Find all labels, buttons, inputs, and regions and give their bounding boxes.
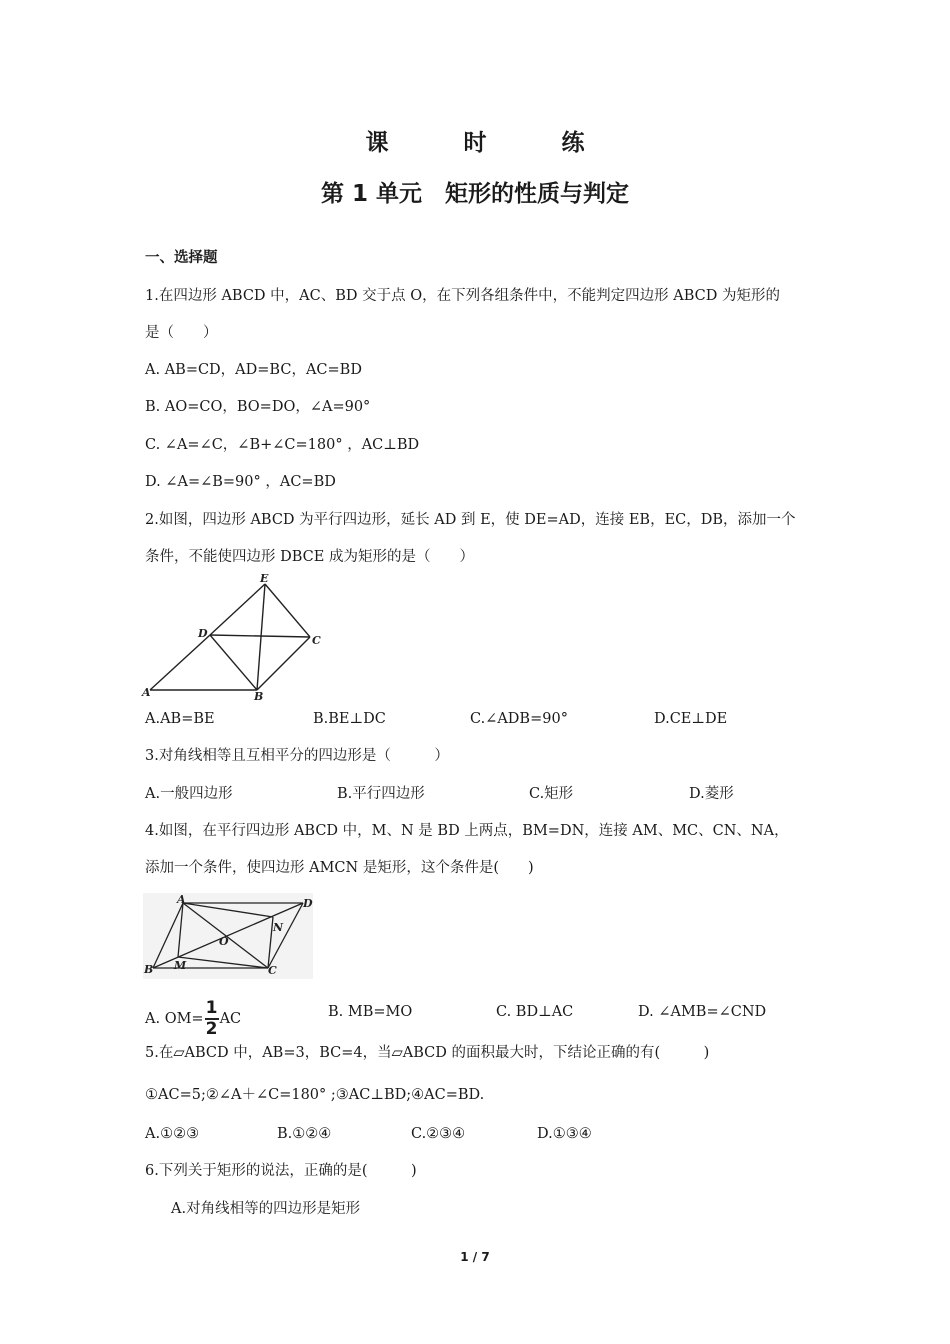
- question-3-text: 3.对角线相等且互相平分的四边形是（ ）: [145, 748, 449, 764]
- question-3-option-b: B.平行四边形: [337, 786, 425, 802]
- fraction-denominator: 2: [205, 1019, 218, 1039]
- question-1-text-cont: 是（ ）: [145, 325, 218, 341]
- question-5-statements: ①AC=5;②∠A＋∠C=180° ;③AC⊥BD;④AC=BD.: [145, 1087, 485, 1103]
- question-1-option-c: C. ∠A=∠C，∠B+∠C=180° ，AC⊥BD: [145, 437, 420, 453]
- question-2-text: 2.如图，四边形 ABCD 为平行四边形，延长 AD 到 E，使 DE=AD，连接 EB，EC，DB，添加一个: [145, 512, 796, 528]
- segment-db: [210, 635, 257, 690]
- question-5-text: 5.在▱ABCD 中，AB=3，BC=4，当▱ABCD 的面积最大时，下结论正确的有( ): [145, 1045, 710, 1061]
- option-a-prefix: A. OM=: [145, 1011, 204, 1027]
- question-5-option-b: B.①②④: [277, 1126, 332, 1142]
- label-o: O: [219, 935, 229, 948]
- question-2-text-cont: 条件，不能使四边形 DBCE 成为矩形的是（ ）: [145, 549, 474, 565]
- label-b: B: [144, 963, 154, 976]
- question-5-option-c: C.②③④: [411, 1126, 466, 1142]
- segment-de: [210, 584, 265, 635]
- question-5-option-d: D.①③④: [537, 1126, 592, 1142]
- question-3-option-a: A.一般四边形: [145, 786, 233, 802]
- question-4-figure: [143, 893, 313, 979]
- document-subtitle: 第 1 单元 矩形的性质与判定: [320, 181, 630, 207]
- label-d: D: [303, 897, 313, 910]
- label-c: C: [312, 634, 321, 647]
- fraction-numerator: 1: [205, 998, 218, 1018]
- question-2-option-d: D.CE⊥DE: [654, 711, 728, 727]
- question-4-option-d: D. ∠AMB=∠CND: [638, 1004, 767, 1020]
- question-4-text-cont: 添加一个条件，使四边形 AMCN 是矩形，这个条件是( ): [145, 860, 534, 876]
- question-2-option-a: A.AB=BE: [145, 711, 215, 727]
- segment-bc: [257, 637, 310, 690]
- fraction-one-half: [205, 1000, 219, 1038]
- question-1-text: 1.在四边形 ABCD 中，AC、BD 交于点 O，在下列各组条件中，不能判定四边形 ABCD 为矩形的: [145, 288, 780, 304]
- question-3-option-d: D.菱形: [689, 786, 734, 802]
- question-4-text: 4.如图，在平行四边形 ABCD 中，M、N 是 BD 上两点，BM=DN，连接 AM、MC、CN、NA，: [145, 823, 789, 839]
- label-a: A: [142, 686, 151, 699]
- label-d: D: [198, 627, 208, 640]
- question-5-option-a: A.①②③: [145, 1126, 200, 1142]
- option-a-suffix: AC: [219, 1011, 242, 1027]
- question-4-option-a: [145, 1000, 241, 1038]
- question-2-option-c: C.∠ADB=90°: [470, 711, 568, 727]
- segment-ec: [265, 584, 310, 637]
- segment-dc: [210, 635, 310, 637]
- question-4-option-b: B. MB=MO: [328, 1004, 413, 1020]
- question-3-option-c: C.矩形: [529, 786, 574, 802]
- segment-eb: [257, 584, 265, 690]
- label-n: N: [273, 921, 284, 934]
- question-2-figure: [140, 570, 330, 705]
- label-c: C: [268, 964, 277, 977]
- question-6-text: 6.下列关于矩形的说法，正确的是( ): [145, 1163, 417, 1179]
- document-title: 课 时 练: [365, 130, 611, 156]
- label-a: A: [177, 893, 186, 906]
- question-1-option-d: D. ∠A=∠B=90° ，AC=BD: [145, 474, 336, 490]
- label-m: M: [174, 959, 187, 972]
- label-e: E: [260, 572, 269, 585]
- question-6-option-a: A.对角线相等的四边形是矩形: [171, 1201, 361, 1217]
- question-2-option-b: B.BE⊥DC: [313, 711, 386, 727]
- question-1-option-a: A. AB=CD，AD=BC，AC=BD: [145, 362, 362, 378]
- question-1-option-b: B. AO=CO，BO=DO，∠A=90°: [145, 399, 371, 415]
- segment-ad: [150, 635, 210, 690]
- page-number: 1 / 7: [460, 1250, 490, 1264]
- label-b: B: [254, 690, 264, 703]
- section-heading: 一、选择题: [145, 250, 218, 266]
- question-4-option-c: C. BD⊥AC: [496, 1004, 574, 1020]
